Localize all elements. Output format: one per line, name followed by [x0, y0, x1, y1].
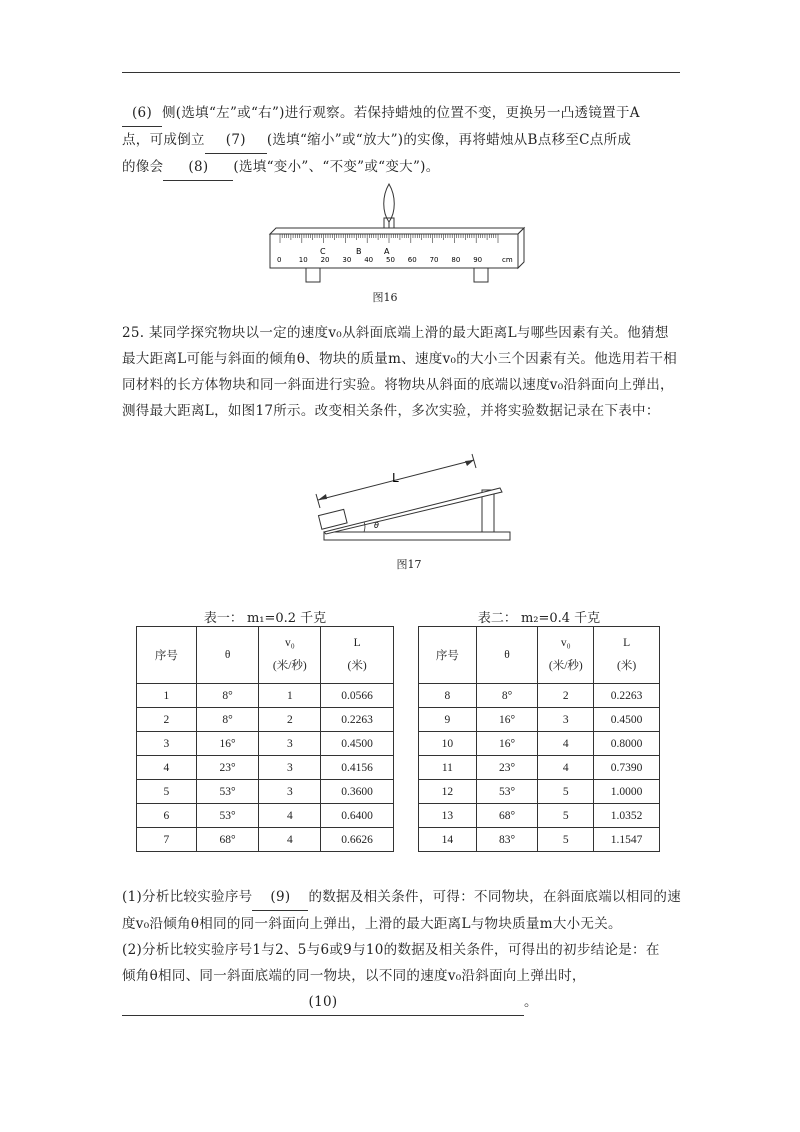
table-row: [419, 804, 660, 828]
q2-line-2: 倾角θ相同、同一斜面底端的同一物块，以不同的速度v₀沿斜面向上弹出时，: [122, 968, 586, 984]
header-index: 序号: [419, 627, 477, 684]
table-cell: 8°: [196, 708, 259, 732]
table-row: [137, 732, 394, 756]
table-row: [419, 708, 660, 732]
line-text: (选填“缩小”或“放大”)的实像，再将蜡烛从B点移至C点所成: [266, 132, 632, 148]
table-cell: 0.2263: [594, 684, 660, 708]
length-label: L: [392, 471, 399, 485]
table-cell: 14: [419, 828, 477, 852]
line-text: 。: [524, 994, 538, 1010]
line-text: 侧(选填“左”或“右”)进行观察。若保持蜡烛的位置不变，更换另一凸透镜置于A: [162, 105, 640, 121]
base-board-icon: [324, 532, 510, 540]
scale-number: 90: [473, 256, 483, 264]
table-row: [419, 780, 660, 804]
scale-number: 0: [277, 256, 282, 264]
table-row: [137, 828, 394, 852]
table-cell: 83°: [476, 828, 538, 852]
table-cell: 0.4500: [321, 732, 394, 756]
table-cell: 16°: [476, 708, 538, 732]
scale-number: 60: [407, 256, 417, 264]
table-cell: 10: [419, 732, 477, 756]
table-cell: 2: [259, 708, 321, 732]
table-cell: 23°: [196, 756, 259, 780]
scale-unit: cm: [502, 256, 513, 264]
table-cell: 0.6626: [321, 828, 394, 852]
header-v0: [538, 627, 594, 684]
header-theta: θ: [476, 627, 538, 684]
header-v0-unit: (米/秒): [272, 660, 307, 672]
table-row: [419, 828, 660, 852]
point-label-c: C: [320, 247, 326, 256]
figure-16-optical-bench: [262, 182, 532, 288]
ramp-icon: [324, 488, 502, 534]
header-l-symbol: L: [623, 637, 631, 649]
table-cell: 5: [538, 780, 594, 804]
q1-line-2: 度v₀沿倾角θ相同的同一斜面向上弹出，上滑的最大距离L与物块质量m大小无关。: [122, 916, 622, 932]
q25-line-4: 测得最大距离L，如图17所示。改变相关条件，多次实验，并将实验数据记录在下表中：: [122, 403, 660, 419]
table-cell: 5: [538, 804, 594, 828]
q1-line-1: [122, 884, 682, 911]
line-text: 的像会: [122, 159, 164, 175]
table-cell: 8°: [196, 684, 259, 708]
table-cell: 53°: [196, 804, 259, 828]
scale-number: 40: [364, 256, 374, 264]
header-l-symbol: L: [353, 637, 361, 649]
answer-blank-10[interactable]: (10): [122, 989, 524, 1016]
header-v0-symbol: v₀: [560, 637, 571, 649]
table-cell: 0.2263: [321, 708, 394, 732]
table-row: [419, 684, 660, 708]
table-cell: 1.0352: [594, 804, 660, 828]
table-cell: 3: [538, 708, 594, 732]
scale-number: 20: [320, 256, 330, 264]
table-cell: 4: [538, 756, 594, 780]
table-cell: 23°: [476, 756, 538, 780]
table-cell: 68°: [196, 828, 259, 852]
header-rule: [122, 72, 680, 73]
table-cell: 5: [137, 780, 197, 804]
header-index: 序号: [137, 627, 197, 684]
paragraph-line-2: [122, 127, 682, 154]
scale-number: 30: [342, 256, 352, 264]
table-cell: 3: [259, 780, 321, 804]
table-cell: 9: [419, 708, 477, 732]
table-row: [137, 708, 394, 732]
answer-blank-8[interactable]: (8): [163, 154, 233, 181]
answer-blank-9[interactable]: (9): [252, 884, 308, 911]
table-row: [137, 804, 394, 828]
table-cell: 4: [137, 756, 197, 780]
q2-line-1: (2)分析比较实验序号1与2、5与6或9与10的数据及相关条件，可得出的初步结论是：在: [122, 942, 660, 958]
table-1: [136, 626, 394, 852]
table-1-caption: 表一： m₁=0.2 千克: [203, 611, 327, 626]
table-cell: 0.3600: [321, 780, 394, 804]
table-2-caption: 表二： m₂=0.4 千克: [477, 611, 601, 626]
line-text: (1)分析比较实验序号: [122, 889, 253, 905]
table-header-row: [137, 627, 394, 684]
table-cell: 11: [419, 756, 477, 780]
table-cell: 4: [538, 732, 594, 756]
scale-number: 70: [429, 256, 439, 264]
sub-questions: [122, 884, 682, 1016]
table-cell: 0.8000: [594, 732, 660, 756]
table-cell: 8°: [476, 684, 538, 708]
table-cell: 5: [538, 828, 594, 852]
table-cell: 2: [137, 708, 197, 732]
table-cell: 68°: [476, 804, 538, 828]
block-icon: [318, 509, 347, 529]
header-v0: [259, 627, 321, 684]
table-2: [418, 626, 660, 852]
table-cell: 53°: [196, 780, 259, 804]
table-cell: 16°: [476, 732, 538, 756]
header-l: [321, 627, 394, 684]
table-cell: 8: [419, 684, 477, 708]
table-cell: 0.4500: [594, 708, 660, 732]
table-row: [419, 732, 660, 756]
table-header-row: [419, 627, 660, 684]
table-cell: 2: [538, 684, 594, 708]
top-paragraph: [122, 100, 682, 181]
q25-line-1: 25. 某同学探究物块以一定的速度v₀从斜面底端上滑的最大距离L与哪些因素有关。他猜想: [122, 325, 669, 341]
q2-line-3: [122, 989, 682, 1016]
header-l: [594, 627, 660, 684]
table-cell: 0.4156: [321, 756, 394, 780]
table-cell: 12: [419, 780, 477, 804]
table-cell: 1: [259, 684, 321, 708]
question-25: [122, 320, 682, 424]
header-v0-symbol: v₀: [284, 637, 295, 649]
scale-number: 50: [386, 256, 395, 264]
table-cell: 53°: [476, 780, 538, 804]
scale-number: 10: [298, 256, 308, 264]
q25-line-3: 同材料的长方体物块和同一斜面进行实验。将物块从斜面的底端以速度v₀沿斜面向上弹出，: [122, 377, 674, 393]
paragraph-line-3: [122, 154, 682, 181]
line-text: 的数据及相关条件，可得：不同物块，在斜面底端以相同的速: [308, 889, 682, 905]
table-cell: 1.1547: [594, 828, 660, 852]
table-row: [137, 780, 394, 804]
header-theta: θ: [196, 627, 259, 684]
scale-number: 80: [451, 256, 461, 264]
table-cell: 3: [137, 732, 197, 756]
figure-16-caption: 图16: [372, 291, 398, 304]
table-cell: 16°: [196, 732, 259, 756]
header-l-unit: (米): [347, 660, 367, 672]
point-label-b: B: [356, 247, 362, 256]
header-l-unit: (米): [617, 660, 637, 672]
header-v0-unit: (米/秒): [548, 660, 583, 672]
table-cell: 1.0000: [594, 780, 660, 804]
table-cell: 6: [137, 804, 197, 828]
q25-line-2: 最大距离L可能与斜面的倾角θ、物块的质量m、速度v₀的大小三个因素有关。他选用若干相: [122, 351, 678, 367]
table-cell: 4: [259, 828, 321, 852]
table-cell: 7: [137, 828, 197, 852]
table-row: [137, 756, 394, 780]
figure-17-incline: [308, 450, 518, 550]
table-cell: 3: [259, 732, 321, 756]
answer-blank-6[interactable]: (6): [122, 100, 162, 127]
paragraph-line-1: [122, 100, 682, 127]
table-cell: 4: [259, 804, 321, 828]
point-label-a: A: [384, 247, 390, 256]
figure-17-caption: 图17: [396, 558, 422, 571]
angle-label: θ: [374, 521, 379, 530]
table-row: [137, 684, 394, 708]
table-cell: 0.0566: [321, 684, 394, 708]
answer-blank-7[interactable]: (7): [205, 127, 267, 154]
table-row: [419, 756, 660, 780]
table-cell: 3: [259, 756, 321, 780]
table-cell: 13: [419, 804, 477, 828]
table-cell: 0.7390: [594, 756, 660, 780]
table-cell: 0.6400: [321, 804, 394, 828]
line-text: 点，可成倒立: [122, 132, 205, 148]
line-text: (选填“变小”、“不变”或“变大”)。: [233, 159, 440, 175]
table-cell: 1: [137, 684, 197, 708]
